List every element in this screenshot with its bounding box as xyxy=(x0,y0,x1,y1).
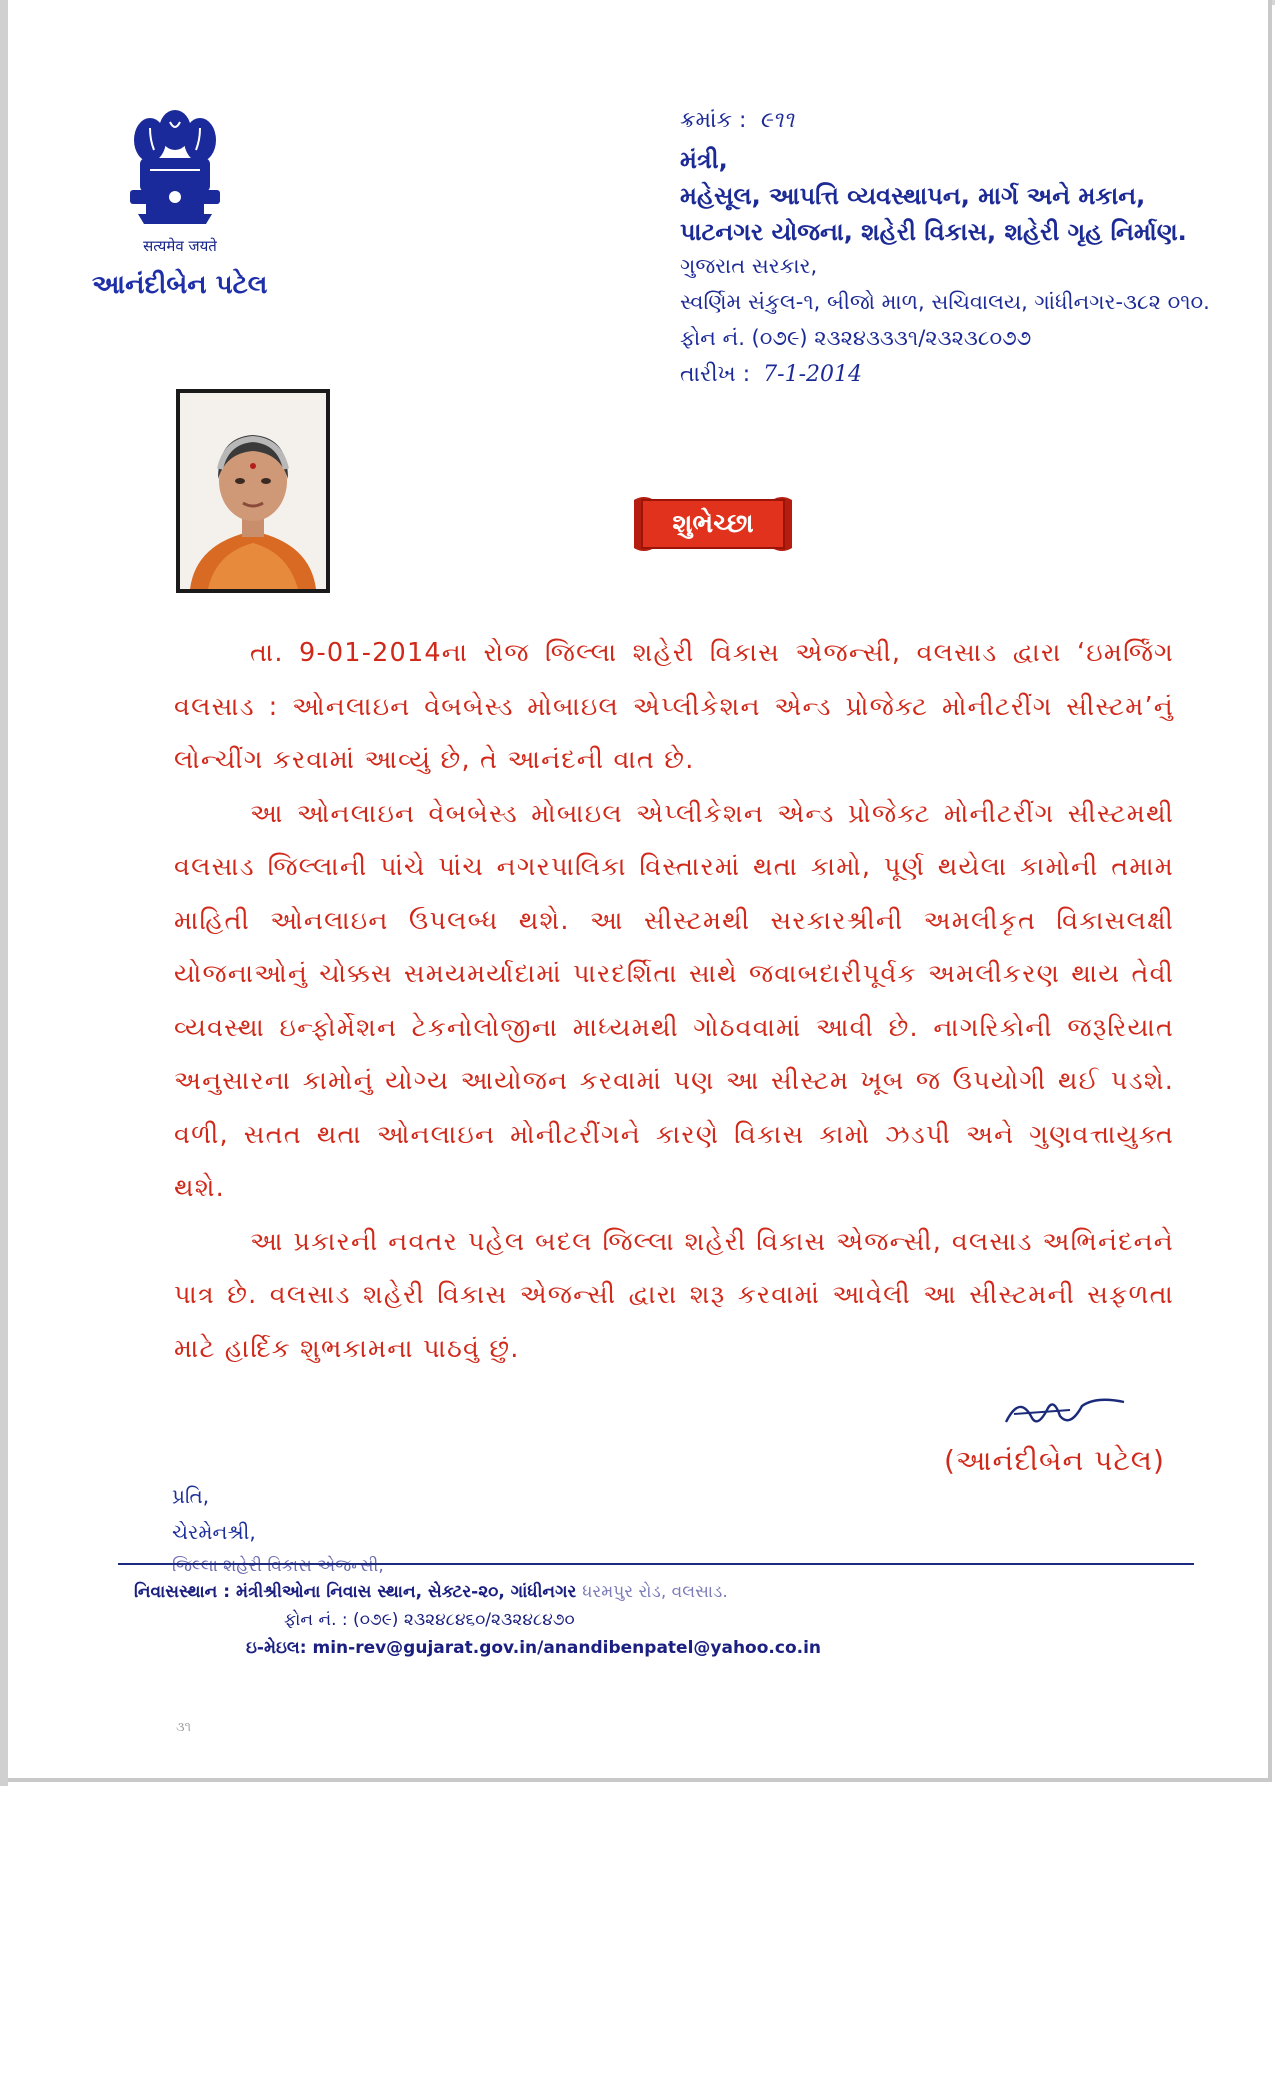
department-line-1: મહેસૂલ, આપત્તિ વ્યવસ્થાપન, માર્ગ અને મકાન, xyxy=(680,182,1146,210)
residence-line xyxy=(134,1582,728,1602)
office-address: સ્વર્ણિમ સંકુલ-૧, બીજો માળ, સચિવાલય, ગાંધીનગર-૩૮૨ ૦૧૦. xyxy=(680,290,1210,314)
designation: મંત્રી, xyxy=(680,146,728,174)
reference-label: ક્રમાંક : xyxy=(680,108,747,133)
emblem-motto: सत्यमेव जयते xyxy=(143,237,217,255)
residence-phone: ફોન નં. : (૦૭૯) ૨૩૨૪૮૪૬૦/૨૩૨૪૮૪૭૦ xyxy=(284,1610,575,1630)
body-paragraph-3: આ પ્રકારની નવતર પહેલ બદલ જિલ્લા શહેરી વિકાસ એજન્સી, વલસાડ અભિનંદનને પાત્ર છે. વલસાડ શહેરી વિકાસ એજન્સી દ્વારા શરૂ કરવામાં આવેલી આ સીસ્ટમની સફળતા માટે હાર્દિક શુભકામના પાઠવું છું. xyxy=(174,1226,1174,1364)
body-paragraph-1: તા. 9-01-2014ના રોજ જિલ્લા શહેરી વિકાસ એજન્સી, વલસાડ દ્વારા ‘ઇમર્જિંગ વલસાડ : ઓનલાઇન વેબબેસ્ડ મોબાઇલ એપ્લીકેશન એન્ડ પ્રોજેક્ટ મોનીટરીંગ સીસ્ટમ’નું લોન્ચીંગ કરવામાં આવ્યું છે, તે આનંદની વાત છે. xyxy=(174,638,1174,775)
letterhead-footer xyxy=(134,1582,822,1658)
date-label: તારીખ : xyxy=(680,362,751,387)
signatory-name: (આનંદીબેન પટેલ) xyxy=(944,1444,1165,1477)
reference-line xyxy=(680,108,1210,146)
recipient-line-3: જિલ્લા શહેરી વિકાસ એજન્સી, xyxy=(172,1556,384,1576)
date-line xyxy=(680,362,1210,400)
government-line: ગુજરાત સરકાર, xyxy=(680,254,818,278)
recipient-line-1: પ્રતિ, xyxy=(172,1484,210,1508)
recipient-line-2: ચેરમેનશ્રી, xyxy=(172,1520,256,1544)
date-value: 7-1-2014 xyxy=(763,362,862,387)
letter-body xyxy=(174,627,1174,1376)
recipient-block xyxy=(172,1484,384,1592)
sender-address-block xyxy=(680,108,1210,400)
banner-title: શુભેચ્છા xyxy=(672,509,754,539)
national-emblem-icon xyxy=(120,100,230,240)
sender-name: આનંદીબેન પટેલ xyxy=(92,270,268,300)
handwritten-signature xyxy=(1000,1388,1130,1432)
residence-label: નિવાસસ્થાન : xyxy=(134,1582,231,1602)
portrait-illustration xyxy=(180,393,326,589)
department-line-2: પાટનગર યોજના, શહેરી વિકાસ, શહેરી ગૃહ નિર્માણ. xyxy=(680,218,1187,246)
reference-number: ૯૧૧ xyxy=(759,108,794,133)
footer-divider xyxy=(118,1563,1194,1565)
residence-address: મંત્રીશ્રીઓના નિવાસ સ્થાન, સેક્ટર-૨૦, ગાંધીનગર xyxy=(235,1582,577,1602)
body-paragraph-2: આ ઓનલાઇન વેબબેસ્ડ મોબાઇલ એપ્લીકેશન એન્ડ પ્રોજેક્ટ મોનીટરીંગ સીસ્ટમથી વલસાડ જિલ્લાની પાંચે પાંચ નગરપાલિકા વિસ્તારમાં થતા કામો, પૂર્ણ થયેલા કામોની તમામ માહિતી ઓનલાઇન ઉપલબ્ધ થશે. આ સીસ્ટમથી સરકારશ્રીની અમલીકૃત વિકાસલક્ષી યોજનાઓનું ચોક્કસ સમયમર્યાદામાં પારદર્શિતા સાથે જવાબદારીપૂર્વક અમલીકરણ થાય તેવી વ્યવસ્થા ઇન્ફોર્મેશન ટેકનોલોજીના માધ્યમથી ગોઠવવામાં આવી છે. નાગરિકોની જરૂરિયાત અનુસારના કામોનું યોગ્ય આયોજન કરવામાં પણ આ સીસ્ટમ ખૂબ જ ઉપયોગી થઈ પડશે. વળી, સતત થતા ઓનલાઇન મોનીટરીંગને કારણે વિકાસ કામો ઝડપી અને ગુણવત્તાયુક્ત થશે. xyxy=(174,798,1174,1203)
greetings-banner xyxy=(628,494,798,554)
email-line: ઇ-મેઇલ: min-rev@gujarat.gov.in/anandibenpatel@yahoo.co.in xyxy=(246,1638,822,1658)
page-number: ૩૧ xyxy=(176,1720,192,1735)
scan-left-edge xyxy=(0,0,8,1786)
overlapping-text: ધરમપુર રોડ, વલસાડ. xyxy=(582,1582,728,1602)
portrait-photo xyxy=(176,389,330,593)
office-phone: ફોન નં. (૦૭૯) ૨૩૨૪૩૩૩૧/૨૩૨૩૮૦૭૭ xyxy=(680,326,1032,350)
